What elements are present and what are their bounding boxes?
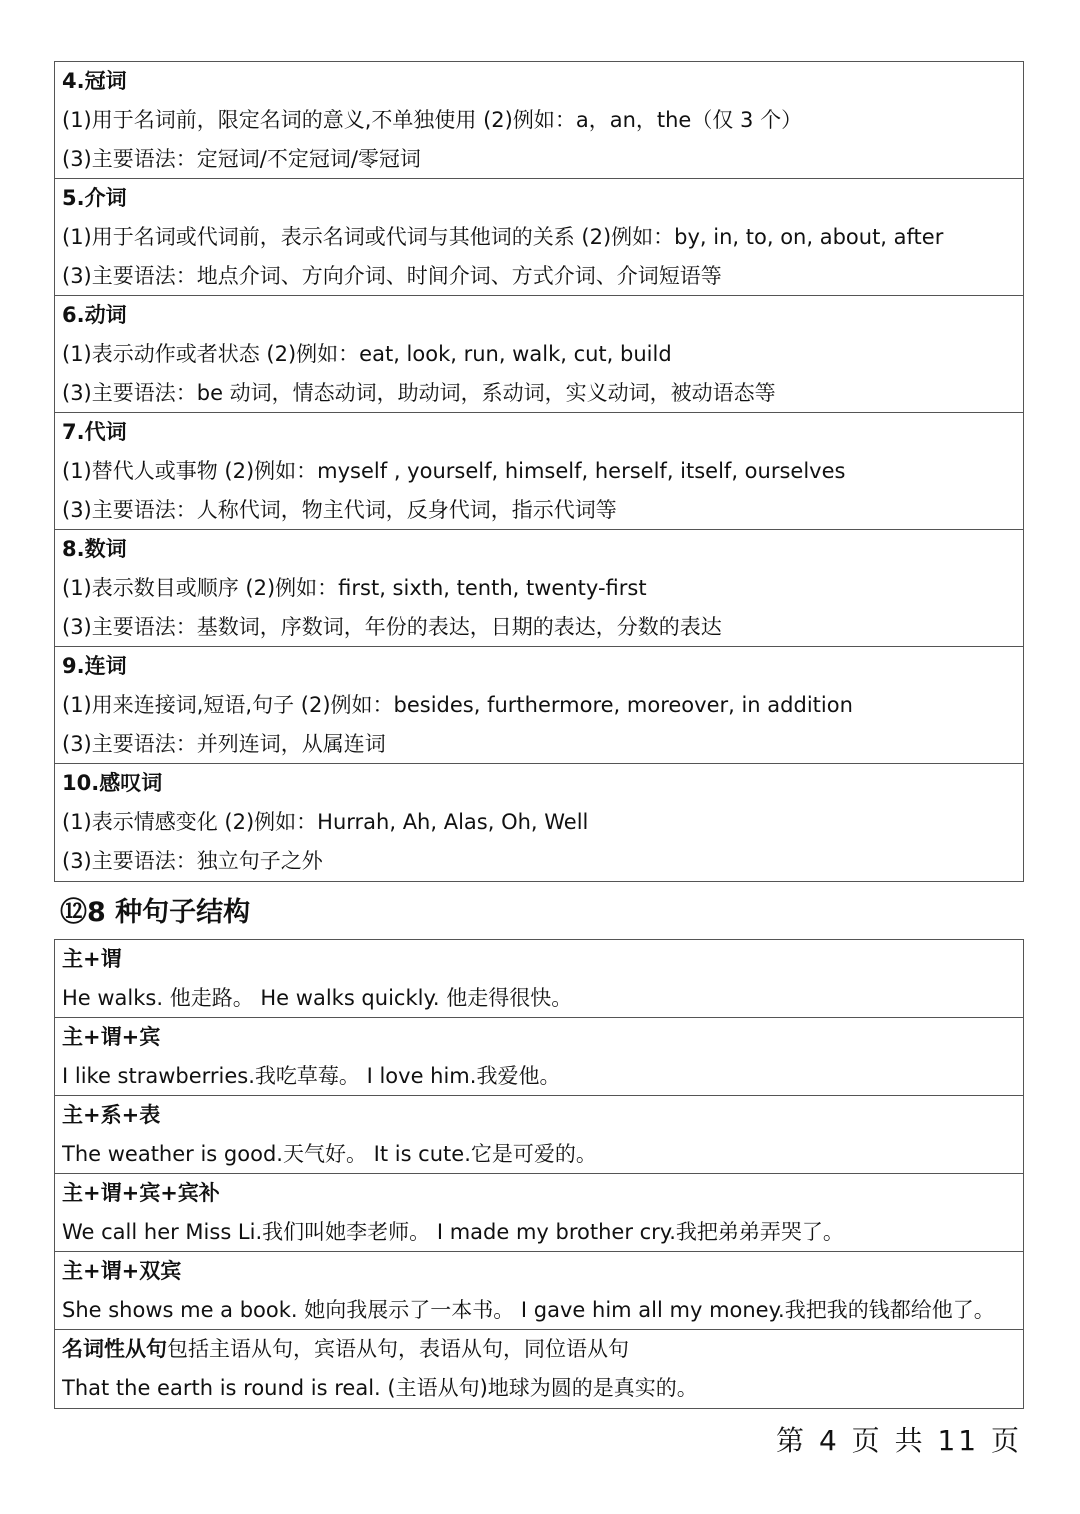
table-row xyxy=(55,1330,1023,1408)
row-example: I like strawberries.我吃草莓。 I love him.我爱他。 xyxy=(62,1064,561,1088)
row-definition-line: (1)用于名词或代词前，表示名词或代词与其他词的关系 (2)例如：by, in, to, on, about, after xyxy=(62,225,944,249)
row-title: 主+谓+宾+宾补 xyxy=(62,1181,220,1205)
table-row xyxy=(55,179,1023,296)
row-example: He walks. 他走路。 He walks quickly. 他走得很快。 xyxy=(62,986,573,1010)
row-definition-line: (1)表示数目或顺序 (2)例如：first, sixth, tenth, twenty-first xyxy=(62,576,647,600)
row-example: We call her Miss Li.我们叫她李老师。 I made my brother cry.我把弟弟弄哭了。 xyxy=(62,1220,844,1244)
row-title: 10.感叹词 xyxy=(62,771,163,795)
row-title: 主+谓+宾 xyxy=(62,1025,161,1049)
row-grammar-line: (3)主要语法：人称代词，物主代词，反身代词，指示代词等 xyxy=(62,498,617,522)
row-definition-line: (1)替代人或事物 (2)例如：myself , yourself, himself, herself, itself, ourselves xyxy=(62,459,846,483)
row-example: The weather is good.天气好。 It is cute.它是可爱的。 xyxy=(62,1142,597,1166)
table-row xyxy=(55,413,1023,530)
row-title: 9.连词 xyxy=(62,654,127,678)
sentence-structure-table xyxy=(54,939,1024,1409)
row-title: 4.冠词 xyxy=(62,69,127,93)
table-row xyxy=(55,62,1023,179)
section-heading: ⑫8 种句子结构 xyxy=(60,897,251,928)
row-heading xyxy=(62,1096,1023,1135)
row-title-note: 包括主语从句，宾语从句，表语从句，同位语从句 xyxy=(167,1337,629,1361)
row-title: 5.介词 xyxy=(62,186,127,210)
row-definition-line: (1)用于名词前，限定名词的意义,不单独使用 (2)例如：a，an，the（仅 3 个） xyxy=(62,108,803,132)
row-definition-line: (1)表示动作或者状态 (2)例如：eat, look, run, walk, cut, build xyxy=(62,342,672,366)
row-title: 主+谓+双宾 xyxy=(62,1259,182,1283)
table-row xyxy=(55,530,1023,647)
table-row xyxy=(55,296,1023,413)
table-row xyxy=(55,1174,1023,1252)
row-heading xyxy=(62,1018,1023,1057)
row-title: 名词性从句 xyxy=(62,1337,167,1361)
table-row xyxy=(55,1018,1023,1096)
row-title: 主+系+表 xyxy=(62,1103,161,1127)
row-title: 7.代词 xyxy=(62,420,127,444)
row-heading xyxy=(62,1174,1023,1213)
row-grammar-line: (3)主要语法：be 动词，情态动词，助动词，系动词，实义动词，被动语态等 xyxy=(62,381,776,405)
row-example: That the earth is round is real. (主语从句)地球为圆的是真实的。 xyxy=(62,1376,698,1400)
table-row xyxy=(55,647,1023,764)
row-heading xyxy=(62,940,1023,979)
table-row xyxy=(55,1096,1023,1174)
row-title: 8.数词 xyxy=(62,537,127,561)
page-number: 第 4 页 共 11 页 xyxy=(776,1424,1022,1457)
row-heading xyxy=(62,1330,1023,1369)
row-example: She shows me a book. 她向我展示了一本书。 I gave him all my money.我把我的钱都给他了。 xyxy=(62,1298,995,1322)
row-grammar-line: (3)主要语法：并列连词，从属连词 xyxy=(62,732,386,756)
table-row xyxy=(55,764,1023,881)
parts-of-speech-table xyxy=(54,61,1024,882)
table-row xyxy=(55,1252,1023,1330)
row-title: 主+谓 xyxy=(62,947,122,971)
row-grammar-line: (3)主要语法：独立句子之外 xyxy=(62,849,323,873)
row-grammar-line: (3)主要语法：基数词，序数词，年份的表达，日期的表达，分数的表达 xyxy=(62,615,722,639)
table-row xyxy=(55,940,1023,1018)
row-heading xyxy=(62,1252,1023,1291)
row-grammar-line: (3)主要语法：定冠词/不定冠词/零冠词 xyxy=(62,147,421,171)
row-definition-line: (1)表示情感变化 (2)例如：Hurrah, Ah, Alas, Oh, Well xyxy=(62,810,589,834)
row-grammar-line: (3)主要语法：地点介词、方向介词、时间介词、方式介词、介词短语等 xyxy=(62,264,722,288)
row-title: 6.动词 xyxy=(62,303,127,327)
row-definition-line: (1)用来连接词,短语,句子 (2)例如：besides, furthermore, moreover, in addition xyxy=(62,693,853,717)
